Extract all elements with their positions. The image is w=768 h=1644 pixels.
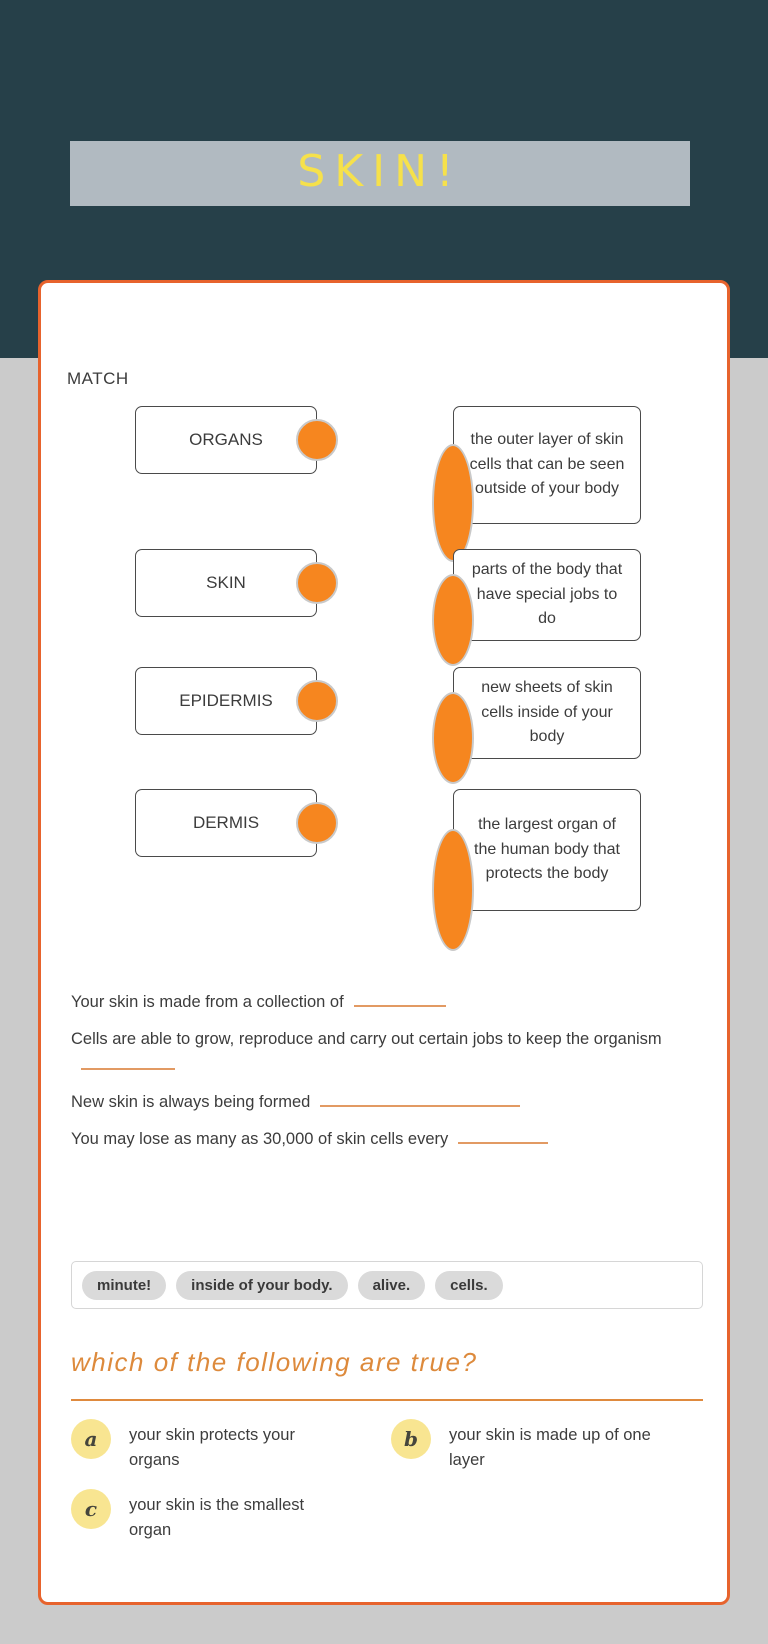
match-definition-box (453, 667, 641, 759)
match-section (41, 406, 733, 926)
match-term-box (135, 406, 317, 474)
quiz-option-b[interactable] (391, 1419, 711, 1473)
word-bank (71, 1261, 703, 1309)
match-section-label: MATCH (67, 369, 129, 388)
match-term-label: EPIDERMIS (179, 691, 273, 710)
answer-blank[interactable] (458, 1128, 548, 1144)
worksheet-card (38, 280, 730, 1605)
fill-in-blank-section (71, 989, 707, 1163)
match-connector-dot[interactable] (296, 419, 338, 461)
word-bank-chip[interactable]: cells. (435, 1271, 503, 1300)
quiz-option-a[interactable] (71, 1419, 391, 1473)
word-bank-chip[interactable]: inside of your body. (176, 1271, 347, 1300)
match-connector-dot[interactable] (432, 574, 474, 666)
match-definition-text: the outer layer of skin cells that can be seen outside of your body (469, 431, 625, 498)
quiz-options (71, 1419, 711, 1543)
match-definition-text: new sheets of skin cells inside of your body (481, 679, 613, 746)
match-connector-dot[interactable] (432, 829, 474, 951)
quiz-question: which of the following are true? (71, 1347, 478, 1377)
title-banner (70, 141, 690, 206)
option-text: your skin is made up of one layer (449, 1426, 651, 1469)
match-term-box (135, 549, 317, 617)
match-definition-text: the largest organ of the human body that protects the body (474, 816, 620, 883)
sentence-text: Cells are able to grow, reproduce and carry out certain jobs to keep the organism (71, 1030, 662, 1048)
match-definition-box (453, 406, 641, 524)
option-letter-badge[interactable]: b (391, 1419, 431, 1459)
match-connector-dot[interactable] (296, 802, 338, 844)
answer-blank[interactable] (81, 1054, 175, 1070)
worksheet-title: SKIN! (297, 146, 463, 197)
match-connector-dot[interactable] (296, 562, 338, 604)
fill-in-sentence (71, 1089, 707, 1115)
fill-in-sentence (71, 1026, 707, 1078)
quiz-option-c[interactable] (71, 1489, 391, 1543)
quiz-divider (71, 1399, 703, 1401)
match-term-label: DERMIS (192, 813, 260, 832)
match-term-box (135, 789, 317, 857)
option-letter-badge[interactable]: a (71, 1419, 111, 1459)
match-term-label: ORGANS (189, 430, 263, 449)
option-letter-badge[interactable]: c (71, 1489, 111, 1529)
sentence-text: New skin is always being formed (71, 1093, 311, 1111)
option-text: your skin protects your organs (129, 1426, 295, 1469)
word-bank-chip[interactable]: minute! (82, 1271, 166, 1300)
match-definition-box (453, 789, 641, 911)
match-term-label: SKIN (206, 573, 246, 592)
fill-in-sentence (71, 1126, 707, 1152)
sentence-text: Your skin is made from a collection of (71, 993, 344, 1011)
match-connector-dot[interactable] (432, 692, 474, 784)
answer-blank[interactable] (354, 991, 446, 1007)
match-connector-dot[interactable] (432, 444, 474, 562)
answer-blank[interactable] (320, 1091, 520, 1107)
match-term-box (135, 667, 317, 735)
word-bank-chip[interactable]: alive. (358, 1271, 426, 1300)
option-text: your skin is the smallest organ (129, 1496, 305, 1539)
fill-in-sentence (71, 989, 707, 1015)
match-definition-text: parts of the body that have special jobs to do (471, 561, 623, 628)
sentence-text: You may lose as many as 30,000 of skin cells every (71, 1130, 449, 1148)
match-connector-dot[interactable] (296, 680, 338, 722)
match-definition-box (453, 549, 641, 641)
